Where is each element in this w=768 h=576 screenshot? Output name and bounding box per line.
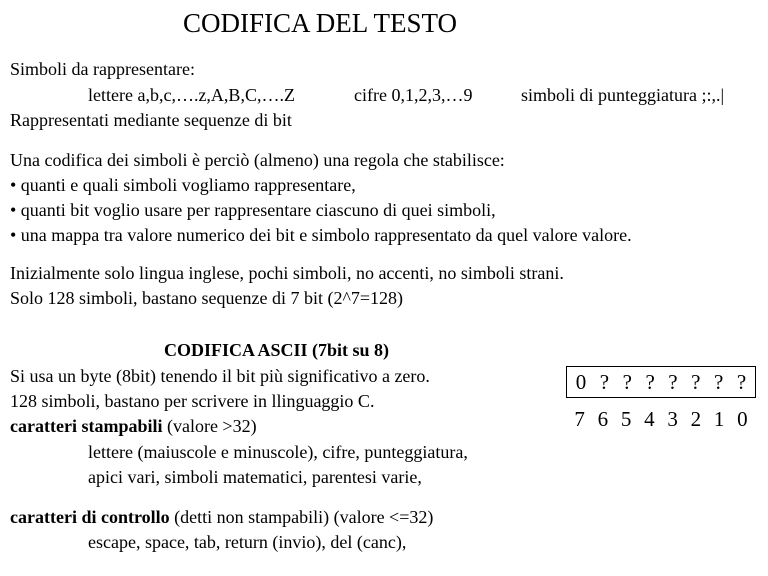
bit-index: 1 [713, 407, 725, 431]
printable-chars-desc: lettere (maiuscole e minuscole), cifre, punteggiatura, [88, 442, 468, 462]
bit-index: 2 [690, 407, 702, 431]
bit-value: ? [668, 370, 678, 394]
ascii-line: 128 simboli, bastano per scrivere in llinguaggio C. [10, 391, 375, 411]
bit-value: ? [622, 370, 632, 394]
byte-bit-indices [566, 406, 756, 432]
symbols-represented: Rappresentati mediante sequenze di bit [10, 110, 292, 130]
ascii-line: Si usa un byte (8bit) tenendo il bit più significativo a zero. [10, 366, 430, 386]
bit-value: ? [599, 370, 610, 394]
printable-chars-line [10, 415, 257, 437]
bit-index: 7 [574, 407, 585, 431]
bit-index: 6 [597, 407, 609, 431]
history-line: Solo 128 simboli, bastano sequenze di 7 bit (2^7=128) [10, 288, 404, 308]
symbols-digits: cifre 0,1,2,3,…9 [354, 85, 473, 105]
history-line: Inizialmente solo lingua inglese, pochi simboli, no accenti, no simboli strani. [10, 263, 564, 283]
definition-intro: Una codifica dei simboli è perciò (almeno) una regola che stabilisce: [10, 150, 505, 170]
bit-index: 5 [620, 407, 632, 431]
printable-chars-label: caratteri stampabili [10, 416, 163, 436]
symbols-punctuation: simboli di punteggiatura ;:,.| [521, 85, 725, 105]
control-chars-desc: escape, space, tab, return (invio), del (canc), [88, 532, 407, 552]
symbols-heading: Simboli da rappresentare: [10, 59, 195, 79]
control-chars-label: caratteri di controllo [10, 507, 170, 527]
bit-index: 0 [737, 407, 748, 431]
bit-value: ? [713, 370, 724, 394]
byte-bits-box [566, 366, 756, 398]
printable-chars-desc: apici vari, simboli matematici, parentesi varie, [88, 467, 422, 487]
bit-value: 0 [575, 370, 587, 394]
byte-bits-row [567, 367, 755, 397]
control-chars-value: (detti non stampabili) (valore <=32) [169, 507, 434, 527]
bit-value: ? [736, 370, 747, 394]
printable-chars-value: (valore >32) [162, 416, 257, 436]
bit-index: 4 [644, 407, 655, 431]
definition-bullet: • quanti e quali simboli vogliamo rappresentare, [10, 175, 356, 195]
definition-bullet: • quanti bit voglio usare per rappresentare ciascuno di quei simboli, [10, 200, 496, 220]
bit-value: ? [691, 370, 701, 394]
definition-bullet: • una mappa tra valore numerico dei bit e simbolo rappresentato da quel valore valore. [10, 225, 632, 245]
ascii-heading: CODIFICA ASCII (7bit su 8) [164, 340, 390, 360]
symbols-letters: lettere a,b,c,….z,A,B,C,….Z [88, 85, 295, 105]
control-chars-line [10, 506, 433, 528]
bit-index-row [566, 406, 756, 432]
bit-index: 3 [667, 407, 678, 431]
bit-value: ? [645, 370, 655, 394]
page-title: CODIFICA DEL TESTO [182, 8, 458, 38]
